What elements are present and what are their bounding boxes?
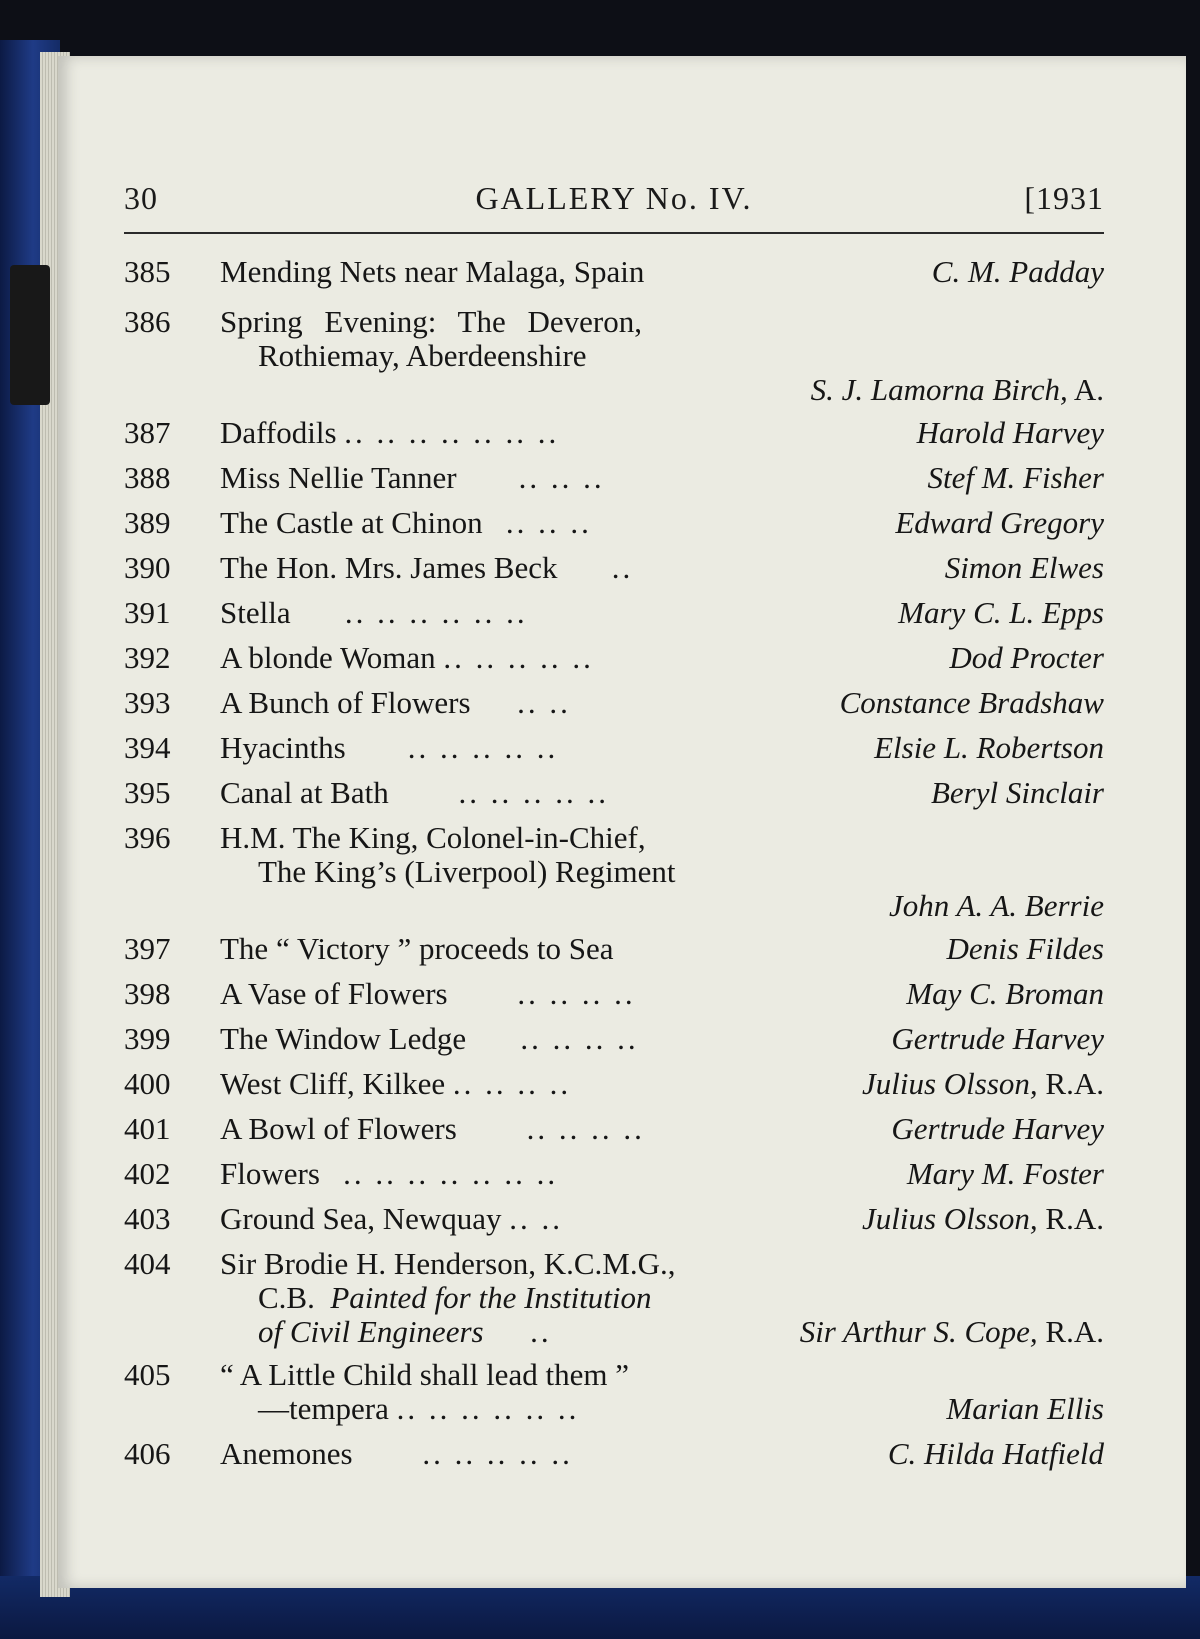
entry-artist: Harold Harvey	[916, 415, 1104, 450]
entry-title: A Bowl of Flowers .. .. .. ..	[220, 1111, 645, 1146]
page-number: 30	[124, 180, 158, 216]
entry-title: The Window Ledge .. .. .. ..	[220, 1021, 639, 1056]
entry-number: 394	[124, 730, 171, 765]
entry-artist: Gertrude Harvey	[891, 1021, 1104, 1056]
header-rule	[124, 232, 1104, 234]
entry-title: Miss Nellie Tanner .. .. ..	[220, 460, 605, 495]
entry-title: Mending Nets near Malaga, Spain	[220, 254, 645, 289]
entry-artist: Mary M. Foster	[906, 1156, 1104, 1191]
entry-title: Hyacinths .. .. .. .. ..	[220, 730, 559, 765]
entry-number: 390	[124, 550, 171, 585]
entry-title: A blonde Woman .. .. .. .. ..	[220, 640, 594, 675]
entry-title: Spring Evening: The Deveron,	[220, 304, 642, 339]
entry-title-continued: C.B. Painted for the Institution	[258, 1280, 652, 1315]
entry-artist: Stef M. Fisher	[927, 460, 1104, 495]
catalogue-entry	[124, 821, 1104, 921]
entry-number: 397	[124, 931, 171, 966]
entry-title: Flowers .. .. .. .. .. .. ..	[220, 1156, 559, 1191]
catalogue-entry	[124, 1247, 1104, 1347]
entry-title: A Vase of Flowers .. .. .. ..	[220, 976, 636, 1011]
entry-artist: Marian Ellis	[946, 1391, 1104, 1426]
entry-title: Ground Sea, Newquay .. ..	[220, 1201, 564, 1236]
entry-artist: Beryl Sinclair	[930, 775, 1104, 810]
entry-artist: Sir Arthur S. Cope, R.A.	[799, 1314, 1104, 1349]
entry-title: Daffodils .. .. .. .. .. .. ..	[220, 415, 560, 450]
page-clip	[10, 265, 50, 405]
entry-title: A Bunch of Flowers .. ..	[220, 685, 571, 720]
entry-number: 406	[124, 1436, 171, 1471]
entry-number: 396	[124, 820, 171, 855]
entry-number: 385	[124, 254, 171, 289]
entry-title: The “ Victory ” proceeds to Sea	[220, 931, 614, 966]
entry-title: The Castle at Chinon .. .. ..	[220, 505, 592, 540]
entry-number: 405	[124, 1357, 171, 1392]
entry-artist: Edward Gregory	[895, 505, 1104, 540]
entry-number: 392	[124, 640, 171, 675]
entry-artist: John A. A. Berrie	[889, 888, 1104, 923]
entry-artist: Mary C. L. Epps	[898, 595, 1104, 630]
entry-number: 401	[124, 1111, 171, 1146]
entry-artist: S. J. Lamorna Birch, A.	[810, 372, 1104, 407]
entry-title: “ A Little Child shall lead them ”	[220, 1357, 629, 1392]
entry-title: Sir Brodie H. Henderson, K.C.M.G.,	[220, 1246, 676, 1281]
entry-artist: Julius Olsson, R.A.	[861, 1066, 1104, 1101]
entry-number: 404	[124, 1246, 171, 1281]
entry-number: 393	[124, 685, 171, 720]
entry-title-continued: The King’s (Liverpool) Regiment	[258, 854, 676, 889]
entry-artist: Denis Fildes	[946, 931, 1104, 966]
entry-title: H.M. The King, Colonel-in-Chief,	[220, 820, 646, 855]
entry-number: 395	[124, 775, 171, 810]
entry-number: 403	[124, 1201, 171, 1236]
entry-artist: Elsie L. Robertson	[874, 730, 1104, 765]
entry-number: 389	[124, 505, 171, 540]
entry-number: 391	[124, 595, 171, 630]
year: [1931	[1024, 180, 1104, 216]
page-header	[124, 176, 1104, 224]
entry-artist: Constance Bradshaw	[839, 685, 1104, 720]
entry-artist: Dod Procter	[949, 640, 1104, 675]
entry-number: 388	[124, 460, 171, 495]
catalogue-entry	[124, 305, 1104, 405]
entry-title: Anemones .. .. .. .. ..	[220, 1436, 573, 1471]
entry-artist: C. Hilda Hatfield	[887, 1436, 1104, 1471]
entry-number: 402	[124, 1156, 171, 1191]
entry-number: 398	[124, 976, 171, 1011]
entry-number: 386	[124, 304, 171, 339]
entry-title: Canal at Bath .. .. .. .. ..	[220, 775, 609, 810]
entry-artist: May C. Broman	[906, 976, 1104, 1011]
entry-artist: Simon Elwes	[944, 550, 1104, 585]
gallery-title: GALLERY No. IV.	[475, 180, 753, 216]
entry-title-continued: Rothiemay, Aberdeenshire	[258, 338, 587, 373]
entry-number: 400	[124, 1066, 171, 1101]
catalogue-entry	[124, 1358, 1104, 1428]
entry-artist: Gertrude Harvey	[891, 1111, 1104, 1146]
entry-number: 387	[124, 415, 171, 450]
entry-title-continued: of Civil Engineers ..	[258, 1314, 552, 1349]
entry-title: Stella .. .. .. .. .. ..	[220, 595, 528, 630]
entry-artist: Julius Olsson, R.A.	[861, 1201, 1104, 1236]
entry-title-continued: —tempera .. .. .. .. .. ..	[258, 1391, 580, 1426]
entry-number: 399	[124, 1021, 171, 1056]
entry-artist: C. M. Padday	[931, 254, 1104, 289]
entry-title: The Hon. Mrs. James Beck ..	[220, 550, 634, 585]
entry-title: West Cliff, Kilkee .. .. .. ..	[220, 1066, 572, 1101]
